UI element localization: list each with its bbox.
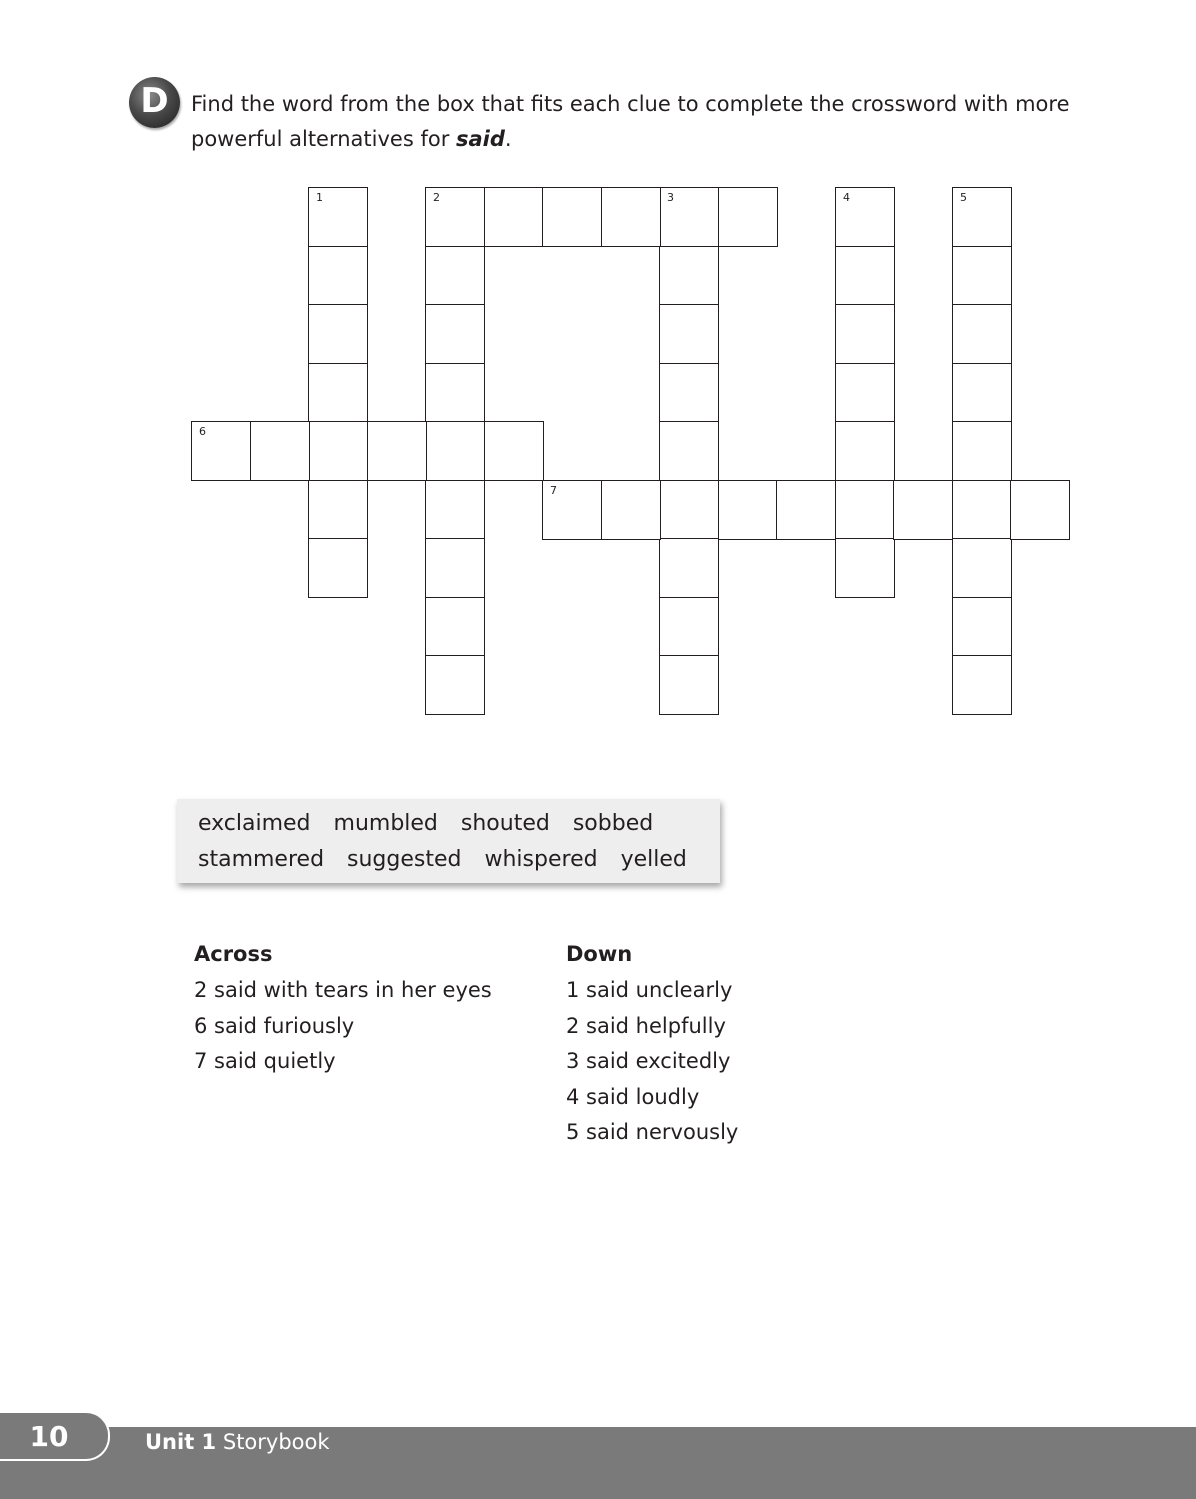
clue-down-1: 1 said unclearly xyxy=(566,978,733,1002)
clue-down-2: 2 said helpfully xyxy=(566,1013,726,1038)
crossword-cell[interactable] xyxy=(952,246,1012,306)
crossword-cell[interactable] xyxy=(601,187,661,247)
crossword-cell[interactable] xyxy=(484,421,544,481)
crossword-cell[interactable] xyxy=(659,538,719,598)
word-exclaimed: exclaimed xyxy=(198,811,311,836)
crossword-cell[interactable] xyxy=(425,421,485,481)
word-shouted: shouted xyxy=(460,811,550,836)
across-heading: Across xyxy=(194,942,273,966)
crossword-cell[interactable] xyxy=(835,304,895,364)
crossword-cell[interactable] xyxy=(835,538,895,598)
crossword-cell[interactable] xyxy=(835,421,895,481)
crossword-cell[interactable] xyxy=(601,480,661,540)
crossword-cell[interactable] xyxy=(425,655,485,715)
crossword-cell[interactable] xyxy=(425,187,485,247)
crossword-cell[interactable] xyxy=(425,480,485,540)
footer-unit: Unit 1 xyxy=(145,1430,217,1454)
crossword-cell[interactable] xyxy=(952,304,1012,364)
crossword-cell[interactable] xyxy=(835,246,895,306)
crossword-cell[interactable] xyxy=(835,187,895,247)
crossword-cell[interactable] xyxy=(484,187,544,247)
clue-down-3: 3 said excitedly xyxy=(566,1049,731,1073)
instruction-text xyxy=(191,87,1071,157)
crossword-cell[interactable] xyxy=(659,246,719,306)
crossword-cell[interactable] xyxy=(542,480,602,540)
word-box-row xyxy=(198,842,720,878)
clue-across-2: 2 said with tears in her eyes xyxy=(194,978,492,1002)
word-whispered: whispered xyxy=(484,847,598,872)
across-clues xyxy=(194,938,492,1080)
word-yelled: yelled xyxy=(620,847,687,872)
crossword-cell[interactable] xyxy=(308,246,368,306)
clue-number: 6 xyxy=(199,425,206,438)
crossword-cell[interactable] xyxy=(191,421,251,481)
crossword-cell[interactable] xyxy=(952,597,1012,657)
crossword-cell[interactable] xyxy=(308,480,368,540)
crossword-cell[interactable] xyxy=(835,363,895,423)
word-mumbled: mumbled xyxy=(333,811,438,836)
crossword-cell[interactable] xyxy=(308,187,368,247)
crossword-cell[interactable] xyxy=(308,421,368,481)
crossword-cell[interactable] xyxy=(893,480,953,540)
clue-number: 1 xyxy=(316,191,323,204)
crossword-cell[interactable] xyxy=(952,187,1012,247)
crossword-cell[interactable] xyxy=(718,480,778,540)
crossword-cell[interactable] xyxy=(952,421,1012,481)
down-heading: Down xyxy=(566,942,633,966)
section-badge: D xyxy=(129,77,180,128)
clue-across-7: 7 said quietly xyxy=(194,1049,336,1073)
crossword-cell[interactable] xyxy=(659,304,719,364)
crossword-cell[interactable] xyxy=(542,187,602,247)
crossword-cell[interactable] xyxy=(308,363,368,423)
crossword-cell[interactable] xyxy=(659,421,719,481)
crossword-cell[interactable] xyxy=(835,480,895,540)
clue-down-5: 5 said nervously xyxy=(566,1120,739,1144)
crossword-cell[interactable] xyxy=(425,538,485,598)
crossword-cell[interactable] xyxy=(425,246,485,306)
crossword-cell[interactable] xyxy=(718,187,778,247)
word-box-row xyxy=(198,806,720,842)
clue-number: 4 xyxy=(843,191,850,204)
clue-number: 2 xyxy=(433,191,440,204)
crossword-cell[interactable] xyxy=(308,304,368,364)
word-box xyxy=(177,799,720,883)
crossword-cell[interactable] xyxy=(659,655,719,715)
footer-book: Storybook xyxy=(222,1430,330,1454)
clue-number: 5 xyxy=(960,191,967,204)
crossword-cell[interactable] xyxy=(659,187,719,247)
clue-number: 3 xyxy=(667,191,674,204)
clue-across-6: 6 said furiously xyxy=(194,1013,355,1038)
crossword-cell[interactable] xyxy=(952,538,1012,598)
instruction-main: Find the word from the box that fits each clue to complete the crossword with more powerful alternatives for xyxy=(191,92,1070,151)
instruction-emphasis: said xyxy=(456,127,505,151)
crossword-cell[interactable] xyxy=(659,597,719,657)
crossword-cell[interactable] xyxy=(952,480,1012,540)
crossword-cell[interactable] xyxy=(250,421,310,481)
page-number: 10 xyxy=(0,1411,110,1461)
crossword-cell[interactable] xyxy=(952,655,1012,715)
crossword-cell[interactable] xyxy=(425,363,485,423)
word-suggested: suggested xyxy=(347,847,462,872)
word-sobbed: sobbed xyxy=(572,811,654,836)
crossword-cell[interactable] xyxy=(659,480,719,540)
crossword-cell[interactable] xyxy=(367,421,427,481)
crossword-cell[interactable] xyxy=(1010,480,1070,540)
crossword-cell[interactable] xyxy=(425,597,485,657)
crossword-cell[interactable] xyxy=(952,363,1012,423)
crossword-cell[interactable] xyxy=(659,363,719,423)
crossword-cell[interactable] xyxy=(425,304,485,364)
clue-down-4: 4 said loudly xyxy=(566,1084,700,1109)
clue-number: 7 xyxy=(550,484,557,497)
down-clues xyxy=(566,938,738,1151)
instruction-end: . xyxy=(504,127,512,151)
crossword-cell[interactable] xyxy=(308,538,368,598)
word-stammered: stammered xyxy=(198,847,325,872)
footer-title xyxy=(145,1428,330,1456)
crossword-cell[interactable] xyxy=(776,480,836,540)
